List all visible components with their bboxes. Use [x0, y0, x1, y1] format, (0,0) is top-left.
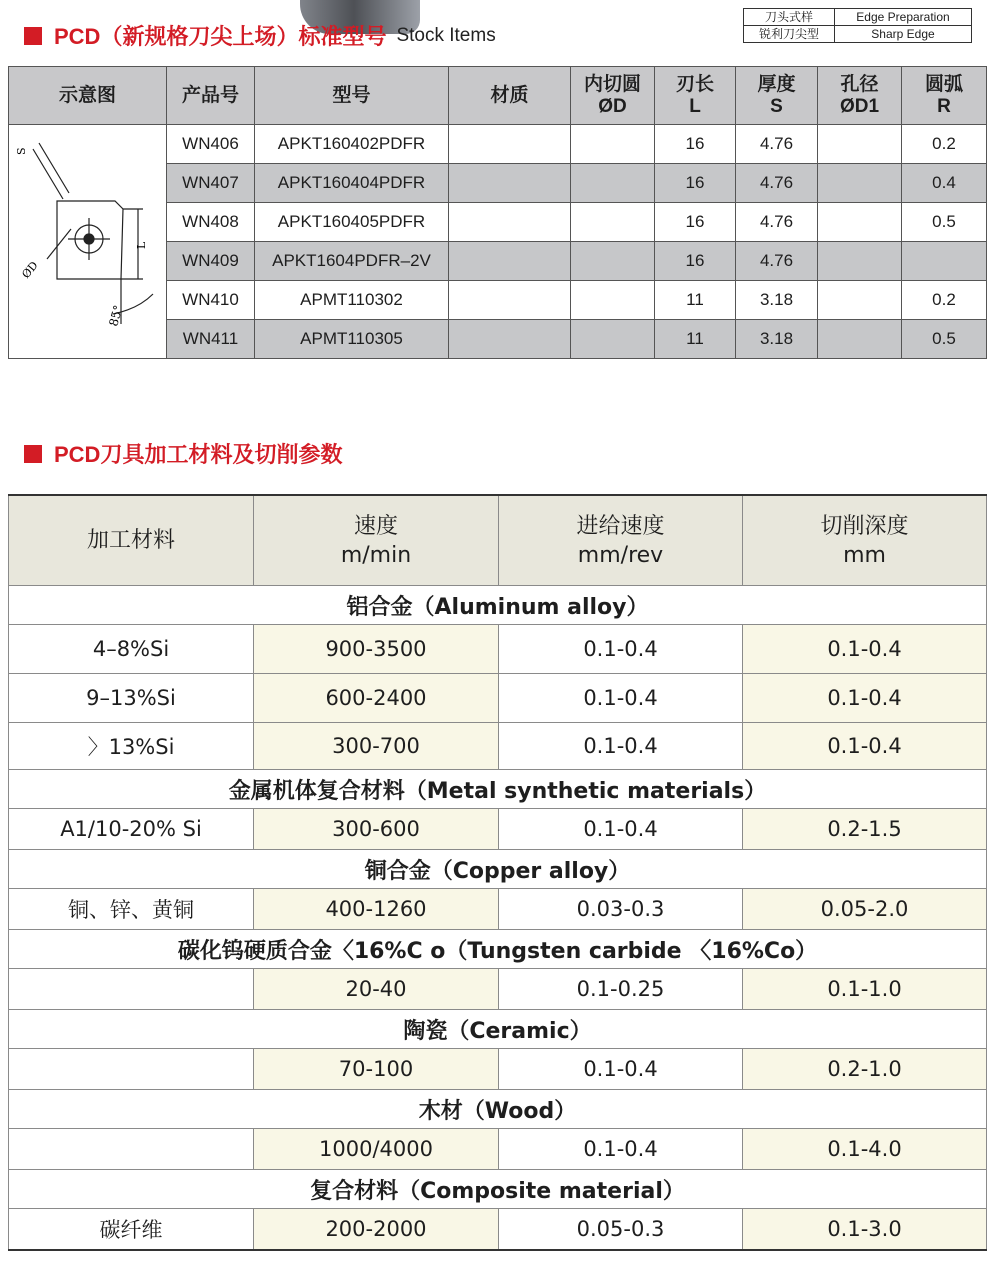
- cell-speed: 300-600: [254, 809, 499, 850]
- cell-inner-circle: [571, 164, 655, 203]
- cell-model: APMT110302: [255, 281, 449, 320]
- table-row: [9, 1209, 987, 1251]
- cell-material: [449, 125, 571, 164]
- cell-inner-circle: [571, 203, 655, 242]
- cell-radius: [902, 242, 987, 281]
- cell-hole: [818, 203, 902, 242]
- diagram-label-angle: 85°: [105, 303, 125, 328]
- cell-feed: 0.1-0.4: [499, 809, 743, 850]
- legend-label-en: Edge Preparation: [856, 10, 950, 24]
- cell-speed: 300-700: [254, 723, 499, 770]
- cell-model: APKT1604PDFR–2V: [255, 242, 449, 281]
- cell-depth: 0.1-0.4: [743, 625, 987, 674]
- cell-product: WN409: [167, 242, 255, 281]
- cell-edge-length: 16: [655, 164, 736, 203]
- cell-material: 〉13%Si: [9, 723, 254, 770]
- category-row: [9, 1010, 987, 1049]
- cell-hole: [818, 164, 902, 203]
- col-header-speed: 速度 m/min: [254, 495, 499, 586]
- cell-model: APMT110305: [255, 320, 449, 359]
- col-header-feed: 进给速度 mm/rev: [499, 495, 743, 586]
- cell-speed: 70-100: [254, 1049, 499, 1090]
- cell-material: 铜、锌、黄铜: [9, 889, 254, 930]
- cell-material: [449, 203, 571, 242]
- section-title-text: PCD刀具加工材料及切削参数: [54, 442, 343, 467]
- cell-depth: 0.1-3.0: [743, 1209, 987, 1251]
- cell-radius: 0.5: [902, 203, 987, 242]
- cell-material: [9, 969, 254, 1010]
- category-label: 复合材料（Composite material）: [9, 1170, 987, 1209]
- stock-items-table: [8, 66, 987, 359]
- category-row: [9, 1090, 987, 1129]
- col-header-material: 材质: [449, 67, 571, 125]
- table-header-row: [9, 495, 987, 586]
- edge-preparation-legend: [743, 8, 972, 43]
- col-header-edge-length: 刃长 L: [655, 67, 736, 125]
- cell-product: WN408: [167, 203, 255, 242]
- cell-feed: 0.1-0.4: [499, 1129, 743, 1170]
- cell-feed: 0.1-0.25: [499, 969, 743, 1010]
- diagram-label-s: S: [14, 147, 28, 155]
- col-header-depth: 切削深度 mm: [743, 495, 987, 586]
- table-row: [9, 674, 987, 723]
- cell-edge-length: 16: [655, 125, 736, 164]
- cell-radius: 0.2: [902, 281, 987, 320]
- cell-thickness: 3.18: [736, 320, 818, 359]
- cell-material: [449, 242, 571, 281]
- table-row: [9, 1049, 987, 1090]
- cell-hole: [818, 320, 902, 359]
- table-row: [9, 969, 987, 1010]
- cell-model: APKT160402PDFR: [255, 125, 449, 164]
- cell-material: 碳纤维: [9, 1209, 254, 1251]
- cell-feed: 0.05-0.3: [499, 1209, 743, 1251]
- table-row: [9, 889, 987, 930]
- cell-thickness: 3.18: [736, 281, 818, 320]
- category-label: 金属机体复合材料（Metal synthetic materials）: [9, 770, 987, 809]
- cell-inner-circle: [571, 320, 655, 359]
- col-header-hole: 孔径 ØD1: [818, 67, 902, 125]
- insert-diagram: [9, 125, 167, 359]
- cell-model: APKT160405PDFR: [255, 203, 449, 242]
- table-row: [9, 723, 987, 770]
- category-label: 碳化钨硬质合金〈16%C o（Tungsten carbide 〈16%Co）: [9, 930, 987, 969]
- col-header-diagram: 示意图: [9, 67, 167, 125]
- cutting-parameters-table: [8, 494, 987, 1251]
- cell-depth: 0.2-1.5: [743, 809, 987, 850]
- col-header-product: 产品号: [167, 67, 255, 125]
- cell-material: 4–8%Si: [9, 625, 254, 674]
- col-header-radius: 圆弧 R: [902, 67, 987, 125]
- cell-depth: 0.05-2.0: [743, 889, 987, 930]
- cell-thickness: 4.76: [736, 242, 818, 281]
- col-header-material: 加工材料: [9, 495, 254, 586]
- cell-speed: 200-2000: [254, 1209, 499, 1251]
- cell-inner-circle: [571, 125, 655, 164]
- cell-depth: 0.1-4.0: [743, 1129, 987, 1170]
- category-label: 木材（Wood）: [9, 1090, 987, 1129]
- category-label: 铜合金（Copper alloy）: [9, 850, 987, 889]
- legend-value-cn: 锐利刀尖型: [744, 26, 835, 42]
- cell-hole: [818, 242, 902, 281]
- col-header-model: 型号: [255, 67, 449, 125]
- category-label: 铝合金（Aluminum alloy）: [9, 586, 987, 625]
- cell-edge-length: 11: [655, 281, 736, 320]
- cell-depth: 0.1-0.4: [743, 674, 987, 723]
- cell-speed: 1000/4000: [254, 1129, 499, 1170]
- cell-thickness: 4.76: [736, 164, 818, 203]
- bullet-square-icon: [24, 27, 42, 45]
- legend-label-cn: 刀头式样: [744, 9, 835, 25]
- cell-depth: 0.2-1.0: [743, 1049, 987, 1090]
- cell-depth: 0.1-0.4: [743, 723, 987, 770]
- col-header-thickness: 厚度 S: [736, 67, 818, 125]
- cell-depth: 0.1-1.0: [743, 969, 987, 1010]
- cell-feed: 0.1-0.4: [499, 674, 743, 723]
- category-row: [9, 850, 987, 889]
- cell-material: [449, 320, 571, 359]
- section-title-stock: [24, 20, 496, 51]
- cell-speed: 900-3500: [254, 625, 499, 674]
- cell-edge-length: 16: [655, 203, 736, 242]
- cell-radius: 0.2: [902, 125, 987, 164]
- cell-material: [9, 1129, 254, 1170]
- category-row: [9, 930, 987, 969]
- table-row: [9, 125, 987, 164]
- cell-model: APKT160404PDFR: [255, 164, 449, 203]
- insert-diagram-svg: [13, 129, 163, 349]
- col-header-inner-circle: 内切圆 ØD: [571, 67, 655, 125]
- cell-speed: 400-1260: [254, 889, 499, 930]
- cell-material: [449, 164, 571, 203]
- cell-product: WN406: [167, 125, 255, 164]
- category-row: [9, 1170, 987, 1209]
- cell-hole: [818, 281, 902, 320]
- section-subtitle: Stock Items: [396, 24, 496, 46]
- category-row: [9, 770, 987, 809]
- table-row: [9, 809, 987, 850]
- cell-edge-length: 16: [655, 242, 736, 281]
- cell-material: [9, 1049, 254, 1090]
- cell-thickness: 4.76: [736, 125, 818, 164]
- section-title-params: [24, 438, 342, 469]
- cell-material: [449, 281, 571, 320]
- cell-feed: 0.03-0.3: [499, 889, 743, 930]
- cell-product: WN410: [167, 281, 255, 320]
- table-row: [9, 1129, 987, 1170]
- cell-product: WN407: [167, 164, 255, 203]
- diagram-label-d: ØD: [18, 258, 41, 281]
- category-row: [9, 586, 987, 625]
- diagram-label-l: L: [134, 241, 148, 249]
- cell-thickness: 4.76: [736, 203, 818, 242]
- table-header-row: [9, 67, 987, 125]
- cell-product: WN411: [167, 320, 255, 359]
- cell-speed: 20-40: [254, 969, 499, 1010]
- cell-radius: 0.4: [902, 164, 987, 203]
- cell-feed: 0.1-0.4: [499, 1049, 743, 1090]
- cell-inner-circle: [571, 281, 655, 320]
- cell-edge-length: 11: [655, 320, 736, 359]
- cell-feed: 0.1-0.4: [499, 723, 743, 770]
- category-label: 陶瓷（Ceramic）: [9, 1010, 987, 1049]
- cell-feed: 0.1-0.4: [499, 625, 743, 674]
- section-title-text: PCD（新规格刀尖上场）标准型号: [54, 24, 387, 49]
- cell-hole: [818, 125, 902, 164]
- bullet-square-icon: [24, 445, 42, 463]
- legend-value-en: Sharp Edge: [871, 27, 935, 41]
- cell-speed: 600-2400: [254, 674, 499, 723]
- cell-material: A1/10-20% Si: [9, 809, 254, 850]
- cell-radius: 0.5: [902, 320, 987, 359]
- cell-material: 9–13%Si: [9, 674, 254, 723]
- table-row: [9, 625, 987, 674]
- cell-inner-circle: [571, 242, 655, 281]
